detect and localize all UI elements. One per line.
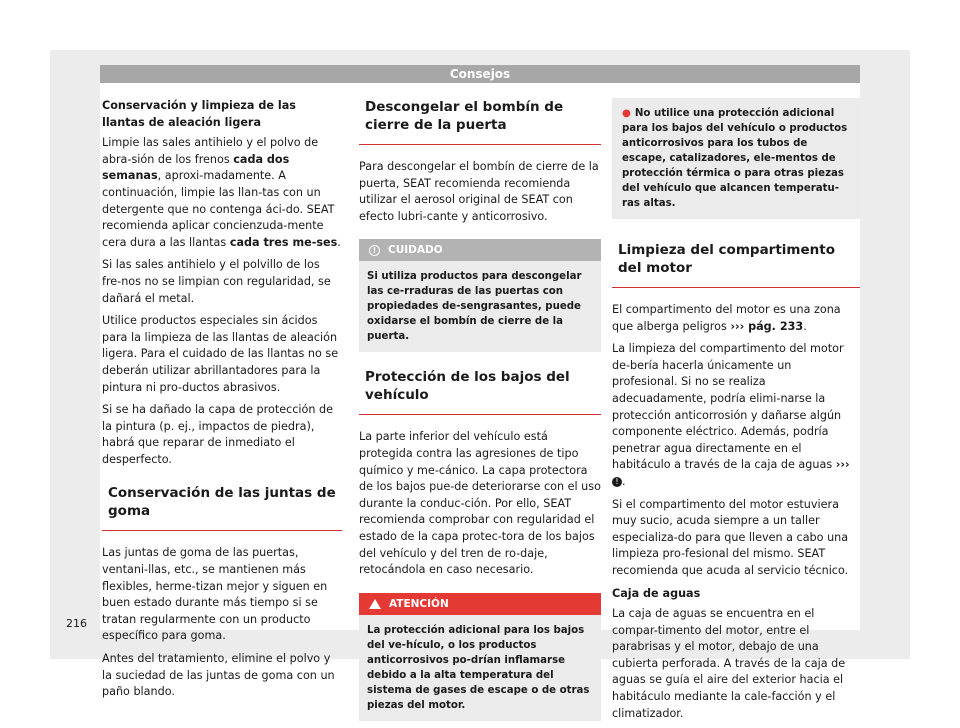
caution-box bbox=[359, 239, 601, 352]
bold-text: cada dos semanas bbox=[102, 152, 290, 183]
text: . bbox=[622, 474, 626, 488]
paragraph: Para descongelar el bombín de cierre de la puerta, SEAT recomienda recomienda utilizar el aerosol original de SEAT con efecto lubri-cante y anticorrosivo. bbox=[359, 160, 599, 223]
text: , aproxi-madamente. A continuación, limpie las llan-tas con un detergente que no contenga áci-do. SEAT recomienda aplicar concienzuda-mente cera dura a las llantas bbox=[102, 169, 335, 249]
bold-text: cada tres me-ses bbox=[229, 235, 338, 249]
page-reference-link[interactable]: ››› pág. 233 bbox=[730, 319, 804, 333]
bullet-text: No utilice una protección adicional para los bajos del vehículo o productos anticorrosivos para los tubos de escape, catalizadores, ele-mentos de protección térmica o para otras piezas del vehículo que alcancen temperatu-ras altas. bbox=[622, 108, 848, 209]
warning-triangle-icon bbox=[369, 599, 381, 609]
reference-arrow-link[interactable]: ››› bbox=[835, 458, 850, 472]
paragraph: Si se ha dañado la capa de protección de la pintura (p. ej., impactos de piedra), habrá que reparar de inmediato el desperfecto. bbox=[102, 403, 333, 466]
subheading-water-box: Caja de aguas bbox=[612, 586, 701, 600]
page-title: Consejos bbox=[449, 67, 511, 81]
paragraph: Antes del tratamiento, elimine el polvo y la suciedad de las juntas de goma con un paño blando. bbox=[102, 652, 335, 699]
paragraph: Si el compartimento del motor estuviera muy sucio, acuda siempre a un taller especializa-do para que lleven a cabo una limpieza pro-fesional del mismo. SEAT recomienda que acuda al servicio técnico. bbox=[612, 497, 849, 577]
caution-label: CUIDADO bbox=[388, 244, 443, 257]
caution-text: Si utiliza productos para descongelar las ce-rraduras de las puertas con propiedades de-sengrasantes, puede oxidarse el bombín de cierre de la puerta. bbox=[367, 271, 582, 343]
column-1 bbox=[102, 98, 342, 707]
header-bar bbox=[100, 65, 860, 83]
text: El compartimento del motor es una zona que alberga peligros bbox=[612, 303, 841, 333]
paragraph: Utilice productos especiales sin ácidos para la limpieza de las llantas de aleación ligera. Para el cuidado de las llantas no se deberán utilizar abrillantadores para la pintura ni pro-ductos abrasivos. bbox=[102, 314, 339, 394]
bullet-icon: ● bbox=[622, 108, 631, 119]
section-title-door-lock: Descongelar el bombín de cierre de la puerta bbox=[359, 98, 601, 145]
section-title-rubber-seals: Conservación de las juntas de goma bbox=[102, 484, 342, 531]
text: . bbox=[337, 235, 341, 249]
paragraph bbox=[612, 341, 860, 490]
paragraph bbox=[612, 302, 860, 335]
section-title-engine-compartment: Limpieza del compartimento del motor bbox=[612, 241, 860, 288]
caution-icon: ! bbox=[369, 245, 380, 256]
page-number: 216 bbox=[66, 617, 87, 630]
text: La limpieza del compartimento del motor de-bería hacerla únicamente un profesional. Si no se realiza adecuadamente, podría elimi-narse la protección anticorrosión y dañarse algún componente eléctrico. Además, podría penetrar agua directamente en el habitáculo a través de la caja de aguas bbox=[612, 342, 844, 472]
section-title-underbody: Protección de los bajos del vehículo bbox=[359, 368, 601, 415]
paragraph bbox=[102, 135, 342, 251]
warning-reference-icon: ! bbox=[612, 477, 622, 487]
warning-label: ATENCIÓN bbox=[389, 597, 449, 610]
paragraph: La caja de aguas se encuentra en el compar-timento del motor, entre el parabrisas y el motor, debajo de una cubierta perforada. A través de la caja de aguas se guía el aire del exterior hacia el habitáculo mediante la cale-facción y el climatizador. bbox=[612, 607, 846, 720]
subheading-alloy-wheels: Conservación y limpieza de las llantas de aleación ligera bbox=[102, 99, 296, 129]
warning-continuation-box bbox=[612, 98, 860, 219]
column-3 bbox=[612, 98, 860, 728]
warning-box bbox=[359, 593, 601, 721]
column-2 bbox=[359, 98, 601, 721]
text: . bbox=[803, 319, 807, 333]
paragraph: La parte inferior del vehículo está protegida contra las agresiones de tipo químico y me-cánico. La capa protectora de los bajos pue-de deteriorarse con el uso durante la conduc-ción. Por ello, SEAT recomienda comprobar con regularidad el estado de la capa protec-tora de los bajos del vehículo y del tren de ro-daje, retocándola en caso necesario. bbox=[359, 430, 601, 577]
caution-header bbox=[359, 239, 601, 261]
paragraph: Las juntas de goma de las puertas, ventani-llas, etc., se mantienen más flexibles, herme-tizan mejor y siguen en buen estado durante más tiempo si se tratan regularmente con un producto específico para goma. bbox=[102, 546, 328, 643]
warning-text: La protección adicional para los bajos del ve-hículo, o los productos anticorrosivos po-drían inflamarse debido a la alta temperatura del sistema de gases de escape o de otras piezas del motor. bbox=[367, 624, 590, 711]
text: Limpie las sales antihielo y el polvo de abra-sión de los frenos bbox=[102, 136, 319, 166]
warning-header bbox=[359, 593, 601, 615]
paragraph: Si las sales antihielo y el polvillo de los fre-nos no se limpian con regularidad, se dañará el metal. bbox=[102, 258, 331, 305]
